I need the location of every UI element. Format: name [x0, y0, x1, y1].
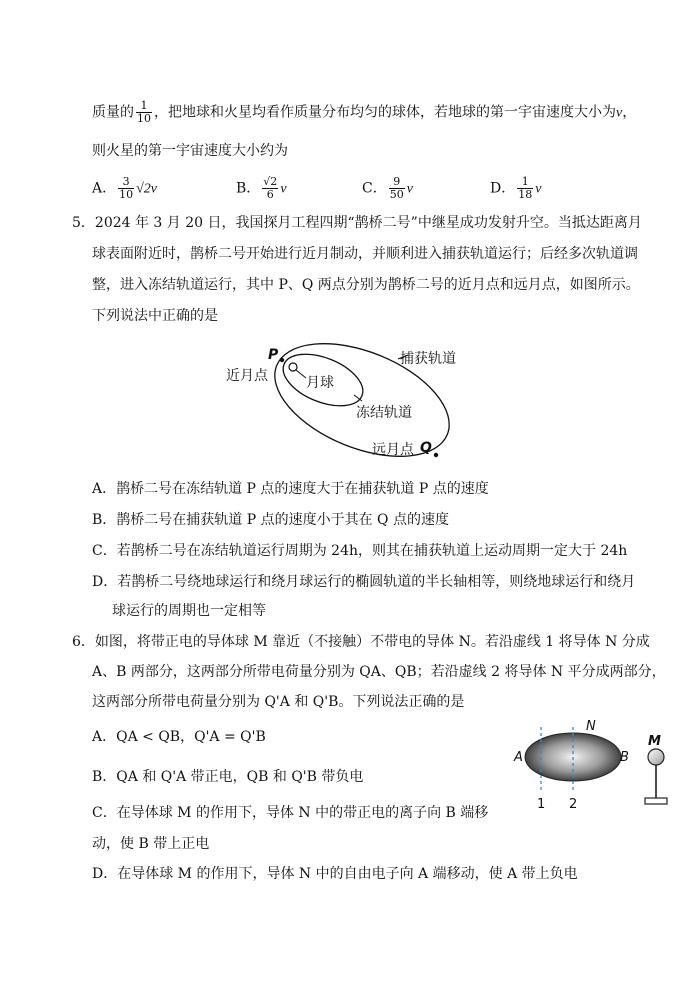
q4-option-d-den: 18: [518, 188, 533, 201]
label-near-point: 近月点: [226, 368, 268, 384]
label-frozen-orbit: 冻结轨道: [356, 405, 412, 421]
q6-option-c-cont: 动，使 B 带上正电: [92, 836, 210, 852]
q4-option-b-den: 6: [266, 188, 274, 201]
q4-option-a-num: 3: [118, 176, 134, 189]
q4-frac-num: 1: [136, 100, 152, 113]
label-capture-orbit: 捕获轨道: [400, 351, 456, 367]
q4-option-c-frac: [389, 176, 405, 201]
q4-option-d-label: D．: [490, 180, 516, 197]
q4-option-a[interactable]: [92, 176, 157, 201]
label-a: A: [514, 750, 523, 765]
q4-option-a-den: 10: [119, 188, 134, 201]
point-p: [280, 358, 284, 362]
q5-option-c[interactable]: C．若鹊桥二号在冻结轨道运行周期为 24h，则其在捕获轨道上运动周期一定大于 24h: [92, 543, 628, 559]
q4-line1-post: ，把地球和火星均看作质量分布均匀的球体，若地球的第一宇宙速度大小为: [154, 104, 616, 121]
q5-line3: 整，进入冻结轨道运行，其中 P、Q 两点分别为鹊桥二号的近月点和远月点，如图所示。: [92, 277, 640, 293]
label-q: Q: [420, 440, 432, 456]
q5-option-d-cont: 球运行的周期也一定相等: [112, 603, 266, 619]
q5-line1: 5．2024 年 3 月 20 日，我国探月工程四期“鹊桥二号”中继星成功发射升空。当抵达距离月: [72, 215, 642, 231]
q4-option-b-frac: [262, 176, 278, 201]
q4-option-d-frac: [517, 176, 533, 201]
q5-line2: 球表面附近时，鹊桥二号开始进行近月制动，并顺利进入捕获轨道运行；后经多次轨道调: [92, 246, 638, 262]
stand-base: [645, 798, 667, 804]
q4-option-a-tail: √2v: [136, 181, 158, 197]
q6-option-b[interactable]: B．QA 和 Q'A 带正电，QB 和 Q'B 带负电: [92, 769, 364, 785]
q6-option-a[interactable]: A．QA < QB，Q'A = Q'B: [92, 729, 266, 745]
moon-leader: [296, 370, 306, 378]
q4-option-b-tail: v: [280, 181, 287, 197]
q6-option-c[interactable]: C．在导体球 M 的作用下，导体 N 中的带正电的离子向 B 端移: [92, 805, 489, 821]
q4-option-a-label: A．: [92, 180, 117, 197]
q4-line1-pre: 质量的: [92, 104, 134, 121]
q4-option-a-frac: [118, 176, 134, 201]
q4-option-b-num: √2: [263, 175, 278, 188]
label-p: P: [268, 347, 279, 363]
q5-option-a[interactable]: A．鹊桥二号在冻结轨道 P 点的速度大于在捕获轨道 P 点的速度: [92, 481, 489, 497]
q5-option-d[interactable]: D．若鹊桥二号绕地球运行和绕月球运行的椭圆轨道的半长轴相等，则绕地球运行和绕月: [92, 574, 636, 590]
label-b: B: [620, 750, 629, 765]
q6-line3: 这两部分所带电荷量分别为 Q'A 和 Q'B。下列说法正确的是: [92, 694, 465, 710]
q4-option-c-label: C．: [362, 180, 387, 197]
label-moon: 月球: [306, 375, 334, 391]
q4-option-c-num: 9: [389, 176, 405, 189]
conductor-diagram: [510, 715, 680, 815]
q4-option-c[interactable]: [362, 176, 413, 201]
q5-option-b[interactable]: B．鹊桥二号在捕获轨道 P 点的速度小于其在 Q 点的速度: [92, 512, 449, 528]
point-q: [434, 453, 438, 457]
q4-option-c-den: 50: [389, 188, 404, 201]
q4-line2: 则火星的第一宇宙速度大小约为: [92, 143, 288, 159]
label-line-2: 2: [569, 797, 578, 812]
moon-circle: [289, 363, 297, 371]
label-far-point: 远月点: [372, 442, 414, 458]
q4-line1: [92, 100, 636, 125]
q4-option-d-tail: v: [535, 181, 542, 197]
q5-line4: 下列说法中正确的是: [92, 308, 218, 324]
label-line-1: 1: [537, 797, 546, 812]
q4-option-d[interactable]: [490, 176, 541, 201]
q4-line1-end: ，: [622, 104, 637, 121]
q4-option-c-tail: v: [406, 181, 413, 197]
orbit-diagram: [222, 343, 482, 463]
q4-fraction: [136, 100, 152, 125]
q4-option-b[interactable]: [236, 176, 287, 201]
q4-option-b-label: B．: [236, 180, 261, 197]
q6-line1: 6．如图，将带正电的导体球 M 靠近（不接触）不带电的导体 N。若沿虚线 1 将导体 N 分成: [72, 634, 650, 650]
sphere-m: [648, 749, 664, 765]
q4-v: v: [616, 105, 623, 121]
q6-line2: A、B 两部分，这两部分所带电荷量分别为 QA、QB；若沿虚线 2 将导体 N 平分成两部分，: [92, 664, 666, 680]
label-m: M: [648, 734, 661, 749]
q6-option-d[interactable]: D．在导体球 M 的作用下，导体 N 中的自由电子向 A 端移动，使 A 带上负电: [92, 866, 578, 882]
q4-frac-den: 10: [137, 112, 151, 125]
label-n: N: [586, 719, 596, 734]
q4-option-d-num: 1: [517, 176, 533, 189]
